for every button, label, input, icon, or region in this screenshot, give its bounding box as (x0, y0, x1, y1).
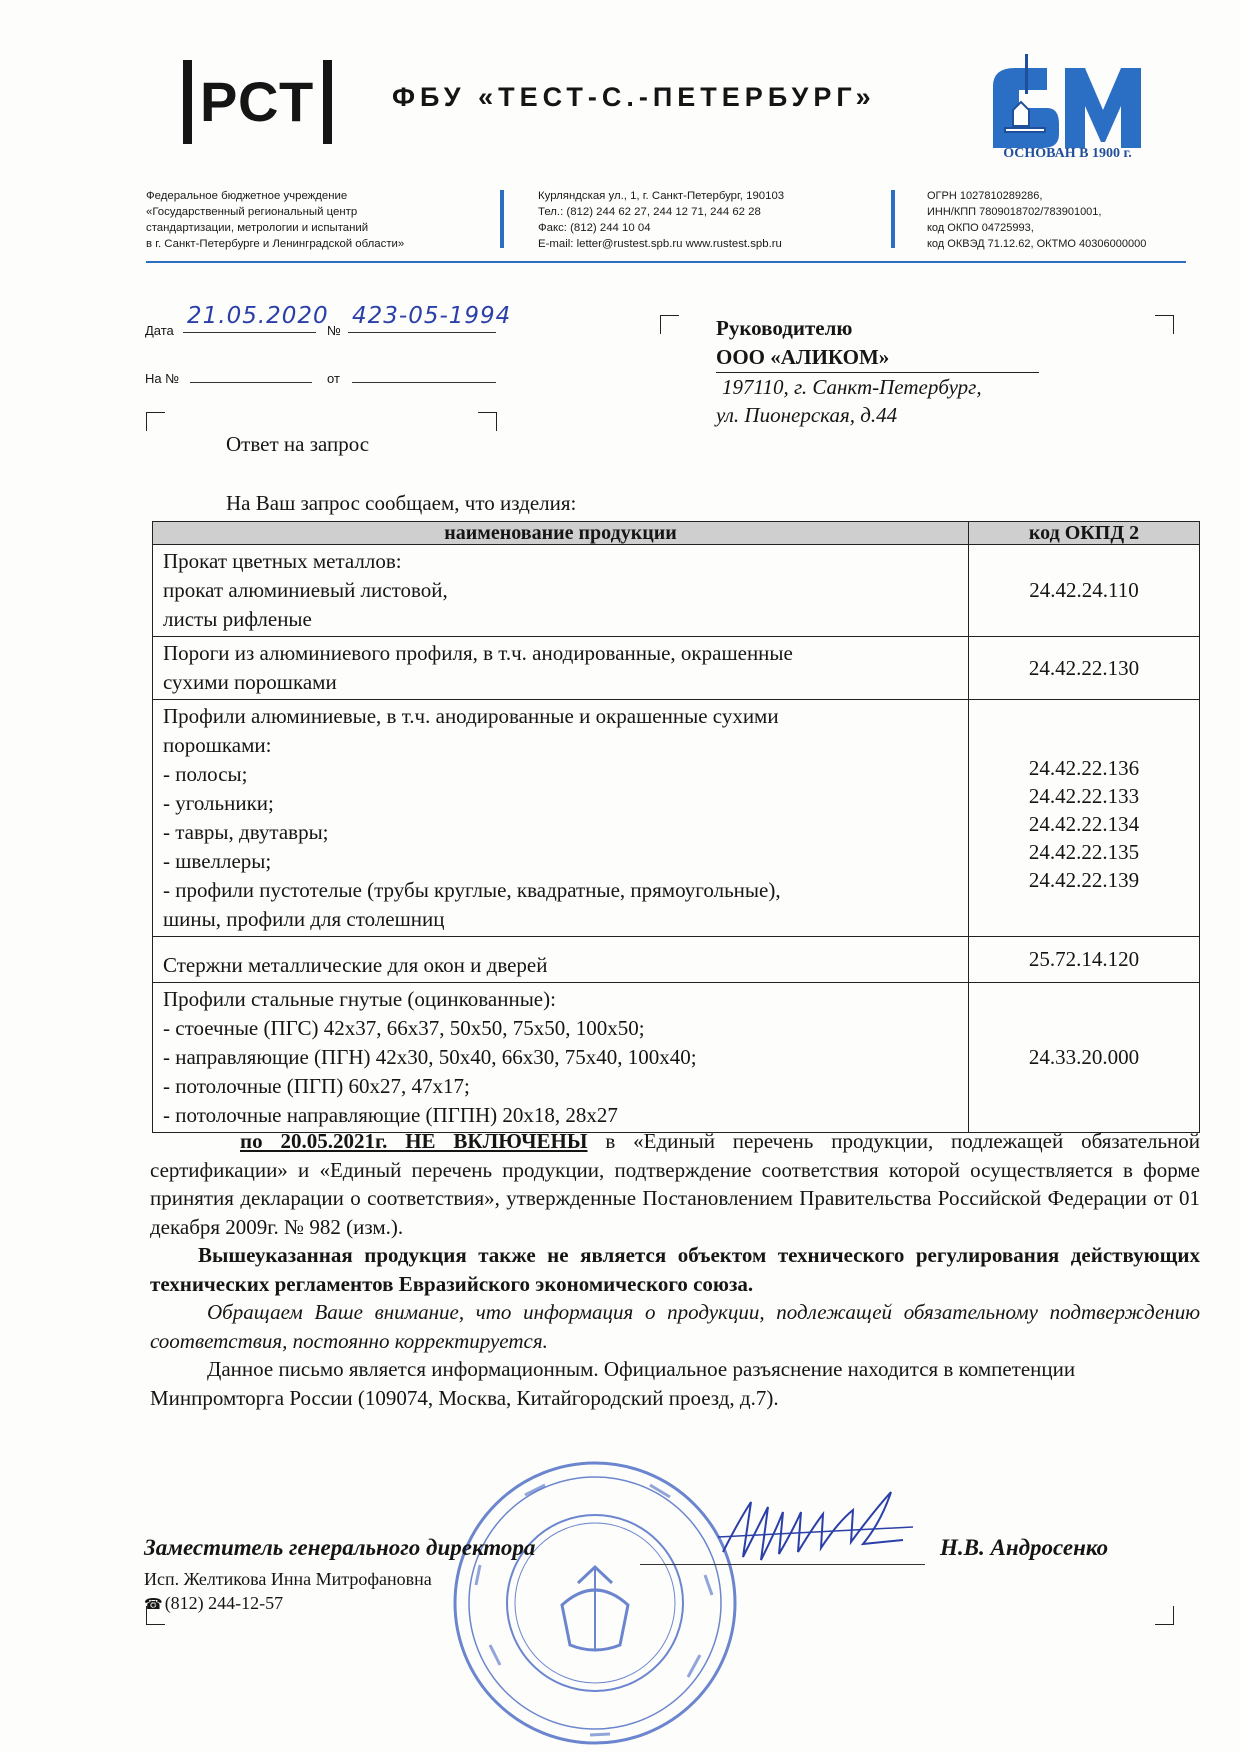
signatory-name: Н.В. Андросенко (940, 1535, 1109, 1560)
date-label: Дата (145, 323, 174, 338)
official-stamp (450, 1455, 740, 1750)
paragraph-notice: Обращаем Ваше внимание, что информация о продукции, подлежащей обязательному подтверждению соответствия, постоянно корректируется. (150, 1300, 1200, 1353)
paragraph-status: по 20.05.2021г. НЕ ВКЛЮЧЕНЫ в «Единый перечень продукции, подлежащей обязательной сертификации» и «Единый перечень продукции, подтверждение соответствия которой осуществляется в форме принятия декларации о соответствия», утвержденные Постановлением Правительства Российской Федерации от 01 декабря 2009г. № 982 (изм.). (150, 1129, 1200, 1239)
product-name-cell: Профили стальные гнутые (оцинкованные): - стоечные (ПГС) 42х37, 66х37, 50х50, 75х50, 100х50; - направляющие (ПГН) 42х30, 50х40, 66х30, 75х40, 100х40; - потолочные (ПГП) 60х27, 47х17; - потолочные направляющие (ПГПН) 20х18, 28х27 (153, 983, 969, 1133)
header-rule (146, 261, 1186, 263)
date-value: 21.05.2020 (187, 303, 329, 329)
table-row (153, 637, 1200, 700)
product-code-cell: 24.33.20.000 (969, 983, 1200, 1133)
products-table (152, 521, 1200, 1133)
table-row (153, 700, 1200, 937)
number-label: № (327, 323, 341, 338)
column-header-code: код ОКПД 2 (969, 522, 1200, 545)
executor-name: Исп. Желтикова Инна Митрофановна (144, 1569, 432, 1589)
table-row (153, 545, 1200, 637)
rst-logo-text: РСТ (200, 70, 316, 133)
contacts-block: Курляндская ул., 1, г. Санкт-Петербург, 190103 Тел.: (812) 244 62 27, 244 12 71, 244 62 28 Факс: (812) 244 10 04 E-mail: letter@rustest.spb.ru www.rustest.spb.ru (538, 190, 785, 250)
addressee-city: 197110, г. Санкт-Петербург, (722, 375, 982, 399)
addressee-position: Руководителю (716, 316, 853, 340)
product-name-cell: Пороги из алюминиевого профиля, в т.ч. анодированные, окрашенные сухими порошками (153, 637, 969, 700)
ref-from-label: от (327, 371, 340, 386)
product-name-cell: Стержни металлические для окон и дверей (153, 937, 969, 983)
handwritten-signature (713, 1482, 923, 1572)
product-code-cell: 25.72.14.120 (969, 937, 1200, 983)
header-divider (500, 190, 504, 248)
signatory-position: Заместитель генерального директора (144, 1535, 536, 1560)
executor-phone: ☎ (812) 244-12-57 (144, 1593, 284, 1613)
header-divider (891, 190, 895, 248)
org-title: ФБУ «ТЕСТ-С.-ПЕТЕРБУРГ» (392, 82, 876, 112)
number-value: 423-05-1994 (352, 303, 512, 329)
table-row (153, 937, 1200, 983)
product-name-cell: Прокат цветных металлов: прокат алюминиевый листовой, листы рифленые (153, 545, 969, 637)
product-code-cell: 24.42.22.136 24.42.22.133 24.42.22.134 24.42.22.135 24.42.22.139 (969, 700, 1200, 937)
subject-line: Ответ на запрос (226, 432, 370, 456)
emblem-caption: ОСНОВАН В 1900 г. (1003, 146, 1132, 161)
phone-icon: ☎ (144, 1594, 163, 1613)
addressee-street: ул. Пионерская, д.44 (716, 403, 898, 427)
product-code-cell: 24.42.22.130 (969, 637, 1200, 700)
org-full-name: Федеральное бюджетное учреждение «Государственный региональный центр стандартизации, метрологии и испытаний в г. Санкт-Петербурге и Ленинградской области» (146, 190, 405, 250)
product-name-cell: Профили алюминиевые, в т.ч. анодированные и окрашенные сухими порошками: - полосы; - угольники; - тавры, двутавры; - швеллеры; - профили пустотелые (трубы круглые, квадратные, прямоугольные), шины, профили для столешниц (153, 700, 969, 937)
rst-logo (183, 60, 332, 144)
paragraph-info: Данное письмо является информационным. Официальное разъяснение находится в компетенции Минпромторга России (109074, Москва, Китайгородский проезд, д.7). (150, 1357, 1076, 1410)
ref-label: На № (145, 371, 180, 386)
table-row (153, 983, 1200, 1133)
status-emphasis: по 20.05.2021г. НЕ ВКЛЮЧЕНЫ (240, 1129, 588, 1153)
column-header-name: наименование продукции (153, 522, 969, 545)
product-code-cell: 24.42.24.110 (969, 545, 1200, 637)
codes-block: ОГРН 1027810289286, ИНН/КПП 7809018702/783901001, код ОКПО 04725993, код ОКВЭД 71.12.62, ОКТМО 40306000000 (927, 190, 1147, 250)
addressee-company: ООО «АЛИКОМ» (716, 345, 1039, 373)
intro-text: На Ваш запрос сообщаем, что изделия: (226, 491, 577, 515)
paragraph-regulation: Вышеуказанная продукция также не является объектом технического регулирования действующих технических регламентов Евразийского экономического союза. (150, 1243, 1200, 1296)
table-header-row (153, 522, 1200, 545)
